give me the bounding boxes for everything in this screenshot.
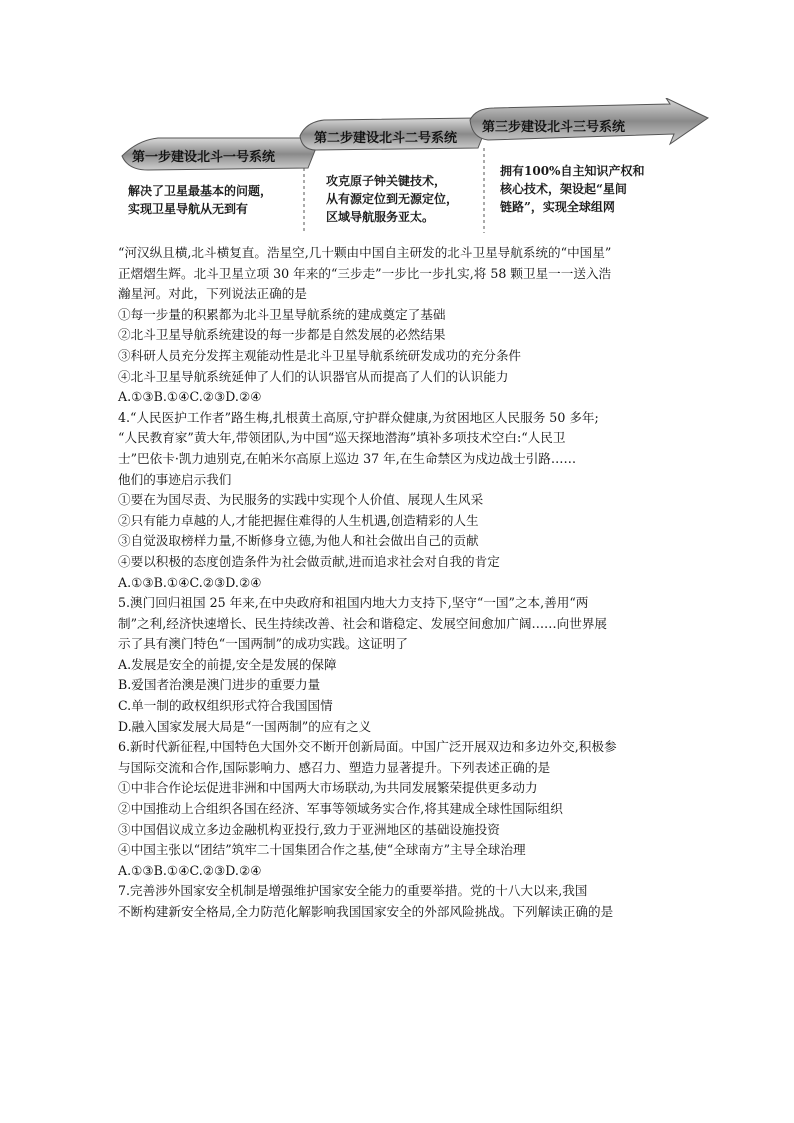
option-line: ④要以积极的态度创造条件为社会做贡献,进而追求社会对自我的肯定 xyxy=(118,553,500,569)
question-stem-line: 7.完善涉外国家安全机制是增强维护国家安全能力的重要举措。党的十八大以来,我国 xyxy=(118,883,588,899)
option-line: ①每一步量的积累都为北斗卫星导航系统的建成奠定了基础 xyxy=(118,306,446,322)
option-line: ②中国推动上合组织各国在经济、军事等领域务实合作,将其建成全球性国际组织 xyxy=(118,801,563,817)
option-line: D.融入国家发展大局是“一国两制”的应有之义 xyxy=(118,718,372,734)
question-6 xyxy=(118,737,688,881)
question-stem-line: 4.“人民医护工作者”路生梅,扎根黄土高原,守护群众健康,为贫困地区人民服务 50 多年; xyxy=(118,409,599,425)
question-3 xyxy=(118,243,688,408)
option-line: A.发展是安全的前提,安全是发展的保障 xyxy=(118,656,337,672)
step1-desc-line: 实现卫星导航从无到有 xyxy=(128,202,249,216)
step3-description xyxy=(500,162,644,216)
answer-choices: A.①③B.①④C.②③D.②④ xyxy=(118,389,262,405)
question-5 xyxy=(118,593,688,737)
step3-title: 第三步建设北斗三号系统 xyxy=(482,120,626,135)
step2-title: 第二步建设北斗二号系统 xyxy=(314,131,458,146)
question-stem-line: 6.新时代新征程,中国特色大国外交不断开创新局面。中国广泛开展双边和多边外交,积极参 xyxy=(118,739,617,755)
question-4 xyxy=(118,408,688,593)
option-line: ③自觉汲取榜样力量,不断修身立德,为他人和社会做出自己的贡献 xyxy=(118,533,479,549)
option-line: ②北斗卫星导航系统建设的每一步都是自然发展的必然结果 xyxy=(118,327,446,343)
step2-description xyxy=(326,172,458,226)
question-text xyxy=(118,243,688,923)
option-line: B.爱国者治澳是澳门进步的重要力量 xyxy=(118,677,321,693)
beidou-three-step-diagram xyxy=(118,98,718,238)
question-stem-line: 他们的事迹启示我们 xyxy=(118,471,232,487)
step1-desc-line: 解决了卫星最基本的问题， xyxy=(128,184,273,198)
option-line: C.单一制的政权组织形式符合我国国情 xyxy=(118,698,333,714)
step2-desc-line: 从有源定位到无源定位， xyxy=(326,192,459,206)
question-stem-line: “河汉纵且横,北斗横复直。浩星空,几十颗由中国自主研发的北斗卫星导航系统的“中国星” xyxy=(118,245,612,260)
question-stem-line: 正熠熠生辉。北斗卫星立项 30 年来的“三步走”一步比一步扎实,将 58 颗卫星一一送入浩 xyxy=(118,265,612,281)
question-stem-line: 瀚星河。对此，下列说法正确的是 xyxy=(118,286,307,302)
option-line: ③科研人员充分发挥主观能动性是北斗卫星导航系统研发成功的充分条件 xyxy=(118,347,521,363)
step3-desc-line: 核心技术，架设起“星间 xyxy=(500,182,627,196)
option-line: ④北斗卫星导航系统延伸了人们的认识器官从而提高了人们的认识能力 xyxy=(118,368,509,384)
option-line: ①中非合作论坛促进非洲和中国两大市场联动,为共同发展繁荣提供更多动力 xyxy=(118,780,538,796)
option-line: ③中国倡议成立多边金融机构亚投行,致力于亚洲地区的基础设施投资 xyxy=(118,821,500,837)
question-stem-line: “人民教育家”黄大年,带领团队,为中国“巡天探地潜海”填补多项技术空白:“人民卫 xyxy=(118,430,566,446)
step1-title: 第一步建设北斗一号系统 xyxy=(132,150,276,165)
step2-desc-line: 区域导航服务亚太。 xyxy=(326,210,435,224)
option-line: ①要在为国尽责、为民服务的实践中实现个人价值、展现人生风采 xyxy=(118,492,484,508)
step2-desc-line: 攻克原子钟关键技术， xyxy=(326,174,447,188)
question-stem-line: 士”巴依卡·凯力迪别克,在帕米尔高原上巡边 37 年,在生命禁区为戍边战士引路…… xyxy=(118,450,577,466)
question-stem-line: 不断构建新安全格局,全力防范化解影响我国国家安全的外部风险挑战。下列解读正确的是 xyxy=(118,904,614,919)
question-stem-line: 制”之利,经济快速增长、民生持续改善、社会和谐稳定、发展空间愈加广阔……向世界展 xyxy=(118,615,608,631)
step1-description xyxy=(128,182,272,218)
question-7 xyxy=(118,881,688,922)
option-line: ④中国主张以“团结”筑牢二十国集团合作之基,使“全球南方”主导全球治理 xyxy=(118,842,526,858)
question-stem-line: 5.澳门回归祖国 25 年来,在中央政府和祖国内地大力支持下,坚守“一国”之本,善用“两 xyxy=(118,595,589,611)
step3-desc-line: 拥有100%自主知识产权和 xyxy=(500,164,645,178)
question-stem-line: 示了具有澳门特色“一国两制”的成功实践。这证明了 xyxy=(118,636,408,652)
step3-desc-line: 链路”，实现全球组网 xyxy=(500,200,615,214)
option-line: ②只有能力卓越的人,才能把握住难得的人生机遇,创造精彩的人生 xyxy=(118,512,479,528)
question-stem-line: 与国际交流和合作,国际影响力、感召力、塑造力显著提升。下列表述正确的是 xyxy=(118,759,551,775)
answer-choices: A.①③B.①④C.②③D.②④ xyxy=(118,574,262,590)
answer-choices: A.①③B.①④C.②③D.②④ xyxy=(118,862,262,878)
